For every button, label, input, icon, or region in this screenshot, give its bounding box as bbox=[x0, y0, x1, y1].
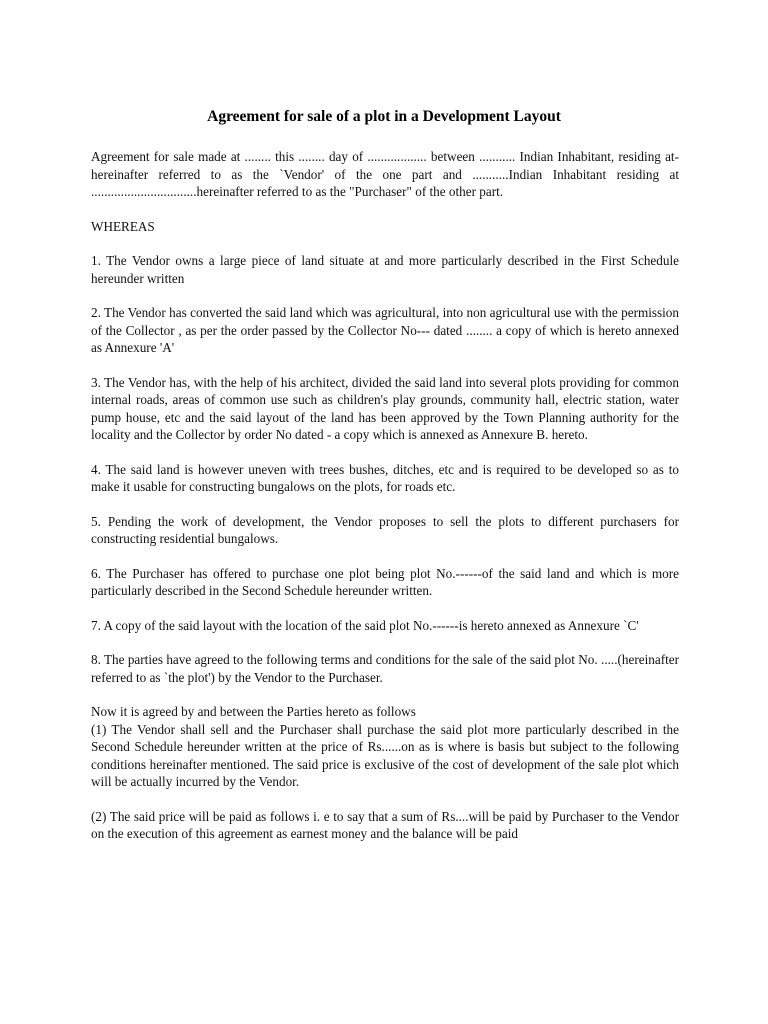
recital-7-paragraph: 7. A copy of the said layout with the location of the said plot No.------is hereto annexed as Annexure `C' bbox=[91, 617, 639, 633]
recital-1-paragraph: 1. The Vendor owns a large piece of land situate at and more particularly described in the First Schedule hereunder written bbox=[91, 253, 679, 286]
recital-2-paragraph: 2. The Vendor has converted the said land which was agricultural, into non agricultural use with the permission of the Collector , as per the order passed by the Collector No--- dated ........ a copy of which is hereto annexed as Annexure 'A' bbox=[91, 305, 679, 355]
recital-6-paragraph: 6. The Purchaser has offered to purchase one plot being plot No.------of the said land and which is more particularly described in the Second Schedule hereunder written. bbox=[91, 565, 679, 598]
agreement-intro-line: Now it is agreed by and between the Parties hereto as follows bbox=[91, 704, 416, 719]
recital-3-paragraph: 3. The Vendor has, with the help of his architect, divided the said land into several plots providing for common internal roads, areas of common use such as children's play grounds, community hall, electric station, water pump house, etc and the said layout of the land has been approved by the Town Planning authority for the locality and the Collector by order No dated - a copy which is annexed as Annexure B. hereto. bbox=[91, 374, 679, 442]
whereas-heading: WHEREAS bbox=[91, 218, 155, 234]
clause-1-paragraph: (1) The Vendor shall sell and the Purchaser shall purchase the said plot more particularly described in the Second Schedule hereunder written at the price of Rs......on as is where is basis but subject to the following conditions hereinafter mentioned. The said price is exclusive of the cost of development of the sale plot which will be actually incurred by the Vendor. bbox=[91, 721, 679, 789]
preamble-paragraph: Agreement for sale made at ........ this ........ day of .................. between ........... Indian Inhabitant, residing at- hereinafter referred to as the `Vendor' of the one part and ...........Indian Inhabitant residing at ................................hereinafter referred to as the "Purchaser" of the other part. bbox=[91, 149, 679, 199]
document-title: Agreement for sale of a plot in a Development Layout bbox=[207, 108, 561, 125]
document-body bbox=[91, 148, 679, 860]
clause-2-paragraph: (2) The said price will be paid as follows i. e to say that a sum of Rs....will be paid by Purchaser to the Vendor on the execution of this agreement as earnest money and the balance will be paid bbox=[91, 808, 679, 841]
recital-8-paragraph: 8. The parties have agreed to the following terms and conditions for the sale of the said plot No. .....(hereinafter referred to as `the plot') by the Vendor to the Purchaser. bbox=[91, 652, 679, 685]
recital-4-paragraph: 4. The said land is however uneven with trees bushes, ditches, etc and is required to be developed so as to make it usable for constructing bungalows on the plots, for roads etc. bbox=[91, 461, 679, 494]
recital-5-paragraph: 5. Pending the work of development, the Vendor proposes to sell the plots to different purchasers for constructing residential bungalows. bbox=[91, 513, 679, 546]
